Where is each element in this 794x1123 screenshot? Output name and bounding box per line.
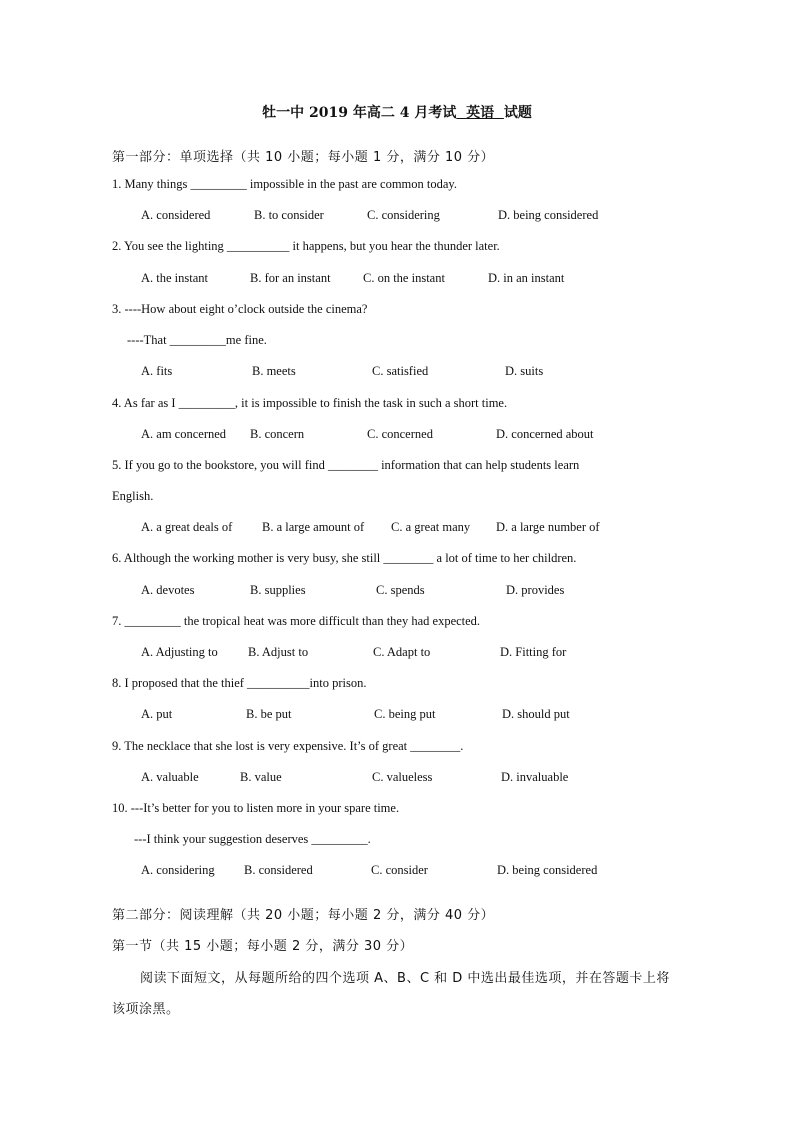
q10-option-a[interactable]: A. considering bbox=[141, 863, 215, 877]
q3-option-d[interactable]: D. suits bbox=[505, 364, 544, 378]
q2-option-b[interactable]: B. for an instant bbox=[250, 271, 331, 285]
q2-option-a[interactable]: A. the instant bbox=[141, 271, 209, 285]
q6-option-b[interactable]: B. supplies bbox=[250, 583, 306, 597]
q9-option-d[interactable]: D. invaluable bbox=[501, 770, 569, 784]
section2-subheader: 第一节（共 15 小题；每小题 2 分，满分 30 分） bbox=[112, 939, 414, 954]
section1-header: 第一部分：单项选择（共 10 小题；每小题 1 分，满分 10 分） bbox=[112, 150, 495, 165]
question-3-stem: 3. ----How about eight o’clock outside the cinema? bbox=[112, 302, 368, 316]
question-4-stem: 4. As far as I _________, it is impossible to finish the task in such a short time. bbox=[112, 396, 508, 410]
q4-option-b[interactable]: B. concern bbox=[250, 427, 305, 441]
q1-option-c[interactable]: C. considering bbox=[367, 208, 440, 222]
q3-option-b[interactable]: B. meets bbox=[252, 364, 296, 378]
question-10-stem: 10. ---It’s better for you to listen more in your spare time. bbox=[112, 801, 400, 815]
q5-option-a[interactable]: A. a great deals of bbox=[141, 520, 233, 534]
q4-option-c[interactable]: C. concerned bbox=[367, 427, 433, 441]
question-10-stem-line2: ---I think your suggestion deserves _________. bbox=[134, 832, 371, 846]
q10-option-c[interactable]: C. consider bbox=[371, 863, 428, 877]
q8-option-b[interactable]: B. be put bbox=[246, 707, 292, 721]
q4-option-d[interactable]: D. concerned about bbox=[496, 427, 594, 441]
title-prefix: 牡一中 2019 年高二 4 月考试 bbox=[262, 105, 457, 121]
q8-option-d[interactable]: D. should put bbox=[502, 707, 570, 721]
q7-option-c[interactable]: C. Adapt to bbox=[373, 645, 431, 659]
question-2-stem: 2. You see the lighting __________ it happens, but you hear the thunder later. bbox=[112, 239, 500, 253]
q6-option-d[interactable]: D. provides bbox=[506, 583, 565, 597]
instructions-line-1: 阅读下面短文，从每题所给的四个选项 A、B、C 和 D 中选出最佳选项，并在答题卡上将 bbox=[140, 971, 670, 986]
q6-option-c[interactable]: C. spends bbox=[376, 583, 425, 597]
q9-option-a[interactable]: A. valuable bbox=[141, 770, 199, 784]
question-5-stem-line2: English. bbox=[112, 489, 154, 503]
q3-option-a[interactable]: A. fits bbox=[141, 364, 173, 378]
title-subject: 英语 bbox=[466, 105, 495, 121]
question-6-stem: 6. Although the working mother is very busy, she still ________ a lot of time to her children. bbox=[112, 551, 577, 565]
q5-option-c[interactable]: C. a great many bbox=[391, 520, 471, 534]
instructions-line-2: 该项涂黑。 bbox=[112, 1002, 180, 1017]
q7-option-a[interactable]: A. Adjusting to bbox=[141, 645, 218, 659]
q5-option-b[interactable]: B. a large amount of bbox=[262, 520, 365, 534]
q7-option-b[interactable]: B. Adjust to bbox=[248, 645, 309, 659]
question-1-stem: 1. Many things _________ impossible in the past are common today. bbox=[112, 177, 457, 191]
q10-option-b[interactable]: B. considered bbox=[244, 863, 313, 877]
question-8-stem: 8. I proposed that the thief __________into prison. bbox=[112, 676, 367, 690]
q10-option-d[interactable]: D. being considered bbox=[497, 863, 598, 877]
q2-option-d[interactable]: D. in an instant bbox=[488, 271, 565, 285]
question-3-stem-line2: ----That _________me fine. bbox=[127, 333, 267, 347]
q1-option-a[interactable]: A. considered bbox=[141, 208, 211, 222]
q9-option-c[interactable]: C. valueless bbox=[372, 770, 433, 784]
q8-option-c[interactable]: C. being put bbox=[374, 707, 436, 721]
question-5-stem: 5. If you go to the bookstore, you will find ________ information that can help students learn bbox=[112, 458, 580, 472]
q8-option-a[interactable]: A. put bbox=[141, 707, 173, 721]
question-7-stem: 7. _________ the tropical heat was more difficult than they had expected. bbox=[112, 614, 481, 628]
question-9-stem: 9. The necklace that she lost is very expensive. It’s of great ________. bbox=[112, 739, 464, 753]
q1-option-d[interactable]: D. being considered bbox=[498, 208, 599, 222]
page-title bbox=[0, 102, 794, 122]
title-suffix: 试题 bbox=[503, 105, 532, 121]
q5-option-d[interactable]: D. a large number of bbox=[496, 520, 600, 534]
q1-option-b[interactable]: B. to consider bbox=[254, 208, 324, 222]
q6-option-a[interactable]: A. devotes bbox=[141, 583, 195, 597]
q3-option-c[interactable]: C. satisfied bbox=[372, 364, 429, 378]
q2-option-c[interactable]: C. on the instant bbox=[363, 271, 445, 285]
section2-header: 第二部分：阅读理解（共 20 小题；每小题 2 分，满分 40 分） bbox=[112, 908, 495, 923]
q9-option-b[interactable]: B. value bbox=[240, 770, 282, 784]
q7-option-d[interactable]: D. Fitting for bbox=[500, 645, 567, 659]
q4-option-a[interactable]: A. am concerned bbox=[141, 427, 227, 441]
